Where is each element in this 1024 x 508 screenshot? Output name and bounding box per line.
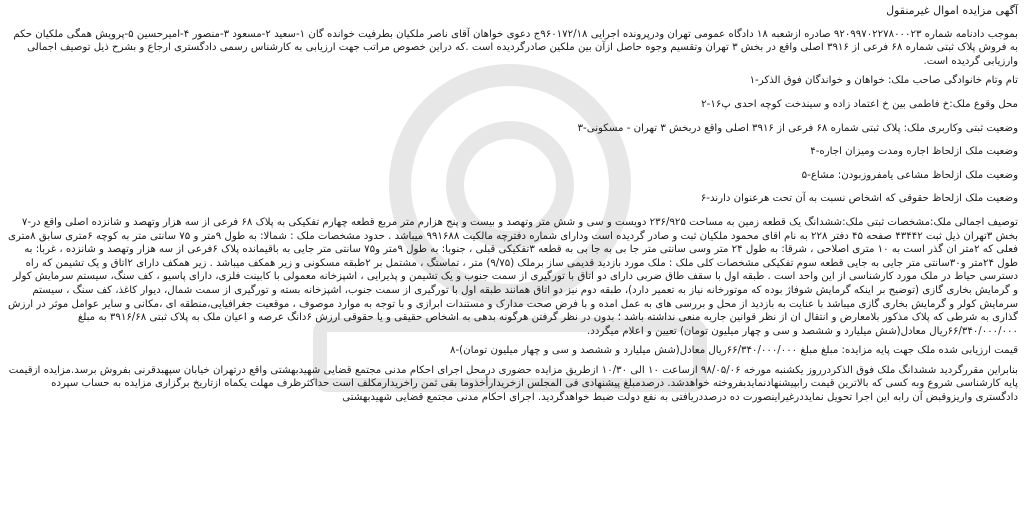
notice-title: آگهی مزایده اموال غیرمنقول	[886, 4, 1018, 17]
notice-item-ownership: وضعیت ملک ازلحاظ مشاعی یامفروزبودن: مشاع-۵	[801, 169, 1018, 181]
notice-item-registration: وضعیت ثبتی وکاربری ملک: پلاک ثبتی شماره ۶۸ فرعی از ۳۹۱۶ اصلی واقع دربخش ۳ تهران - مسکونی-۳	[577, 122, 1018, 134]
notice-closing: بنابراین مقررگردید ششدانگ ملک فوق الذکردرروز یکشنبه مورخه ۹۸/۰۵/۰۶ ازساعت ۱۰ الی ۱۰/۳۰ ازطریق مزایده حضوری درمحل اجرای احکام مدنی مجتمع قضایی شهیدبهشتی واقع درتهران خیابان سپهبدقرنی بفروش برسد.مزایده ازقیمت پایه کارشناسی شروع وبه کسی که بالاترین قیمت رابپیشنهادنمایدبفروخته خواهدشد. درصدمبلغ پیشنهادی فی المجلس ازخریدارأخذوما بقی ثمن راخریدارمکلف است حداکثرظرف مهلت یکماه ازتاریخ برگزاری مزایده به حساب سپرده دادگستری واریزوقبض آن رابه این اجرا تحویل نمایددرغیراینصورت ده درصددریافتی به نفع دولت ضبط خواهدگردید. اجرای احکام مدنی مجتمع قضایی شهیدبهشتی	[8, 364, 1018, 404]
notice-base-price: قیمت ارزیابی شده ملک جهت پایه مزایده: مبلغ مبلغ ۶۶/۳۴۰/۰۰۰/۰۰۰ریال معادل(شش میلیارد و ششصد و سی و چهار میلیون تومان)-۸	[449, 345, 1018, 357]
notice-item-rights: وضعیت ملک ازلحاظ حقوقی که اشخاص نسبت به آن تحت هرعنوان دارند-۶	[700, 193, 1018, 205]
notice-document	[6, 4, 1018, 504]
notice-description: توصیف اجمالی ملک:مشخصات ثبتی ملک:ششدانگ یک قطعه زمین به مساحت ۲۳۶/۹۲۵ دویست و سی و شش متر وتهصد و بیست و پنج هزارم متر مربع قطعه چهارم تفکیکی به پلاک ۶۸ فرعی از سه هزار وتهصد و شانزده اصلی واقع در-۷ بخش ۳تهران ذیل ثبت ۴۳۴۴۲ صفحه ۴۵ دفتر ۲۲۸ به نام اقای محمود ملکیان ثبت و صادر گردیده است ودارای شماره دفترچه مالکیت ۹۹۱۶۸۸ میباشد . حدود مشخصات ملک : شمالا: به طول ۹متر و ۷۵ سانتی متر به کوچه ۶متری سابق ۸متری فعلی که ۲متر ان گذر است به ۱۰ متری اصلاحی ، شرقا: به طول ۲۴ متر وسی سانتی متر جا بی به جا بی به قطعه ۳تفکیکی قبلی ، جنوبا: به طول ۹متر و۷۵ سانتی متر جایی به باقیمانده پلاک ۶فرعی از سه هزار وتهصد و شانزده ، غربا: به طول ۲۴متر و۳۰سانتی متر جایی به جایی قطعه سوم تفکیکی مشخصات کلی ملک : ملک مورد بازدید قدیمی ساز برملک (۹/۷۵) متر ، تماستگ ، مشتمل بر ۲طبقه مسکونی و زیر همکف میباشد . زیر همکف دارای ۲اتاق و یک تشیمن که راه دسترسی حیاط در ملک مورد کارشناسی از این واحد است . طبقه اول با سقف طاق ضربی دارای دو اتاق با تورگیری از سمت جنوب و یک تشیمن و پذیرایی ، اشپزخانه معمولی با کابینت فلزی، دارای پاسیو ، کف سنگ، سیستم سرمایش کولر و گرمایش بخاری گازی (توضیح بر اینکه گرمایش شوفاژ بوده که موتورخانه نیاز به تعمیر دارد)، طبقه دوم نیز دو اتاق همانند طبقه اول با تورگیری از سمت جنوب، اشپزخانه بسته و تورگیری از سمت شمال، دیوار کاغذ، کف سنگ ، سیستم سرمایش کولر و گرمایش بخاری گازی میباشد با عنایت به بازدید از محل و بررسی های به عمل امده و با فرض صحت مدارک و مستندات ابرازی و با توجه به موارد موصوف ، موقعیت جغرافیایی،منطقه ای ،مکانی و سایر عوامل موثر در ارزش گذاری به شرطی که پلاک مذکور بلامعارض و انتقال ان از نظر قوانین جاریه منعی نداشته باشد ؛ بدون در نظر گرفتن هرگونه بدهی به اشخاص حقیقی و یا حقوقی ارزش ۶دانگ عرصه و اعیان ملک به پلاک ثبتی ۳۹۱۶/۶۸ به مبلغ ۶۶/۳۴۰/۰۰۰/۰۰۰ریال معادل(شش میلیارد و ششصد و سی و چهار میلیون تومان) تعیین و اعلام میگردد.	[8, 216, 1018, 337]
notice-item-lease: وضعیت ملک ازلحاظ اجاره ومدت ومیزان اجاره-۴	[810, 146, 1018, 158]
notice-item-location: محل وقوع ملک:خ فاطمی بین خ اعتماد زاده و سیندخت کوچه احدی پ۱۶-۲	[701, 98, 1018, 110]
notice-intro: بموجب دادنامه شماره ۹۲۰۹۹۷۰۲۲۷۸۰۰۰۲۳ صادره ازشعبه ۱۸ دادگاه عمومی تهران ودرپرونده اجرایی ۹۶۰۱۷۲/۱۸ج دعوی خواهان آقای ناصر ملکیان بطرفیت خوانده گان ۱-سعید ۲-مسعود ۳-منصور ۴-امیرحسین ۵-پرویش همگی ملکیان حکم به فروش پلاک ثبتی شماره ۶۸ فرعی از ۳۹۱۶ اصلی واقع در بخش ۳ تهران وتقسیم وجوه حاصل ازآن بین ملکین صادرگردیده است .که دراین خصوص مراتب جهت ارزیابی به کارشناس رسمی دادگستری ارجاع و بشرح ذیل توصیف اجمالی وارزیابی گردیده است.	[13, 28, 1018, 67]
notice-item-owner: تام وتام خانوادگی صاحب ملک: خواهان و خواندگان فوق الذکر-۱	[749, 75, 1018, 87]
